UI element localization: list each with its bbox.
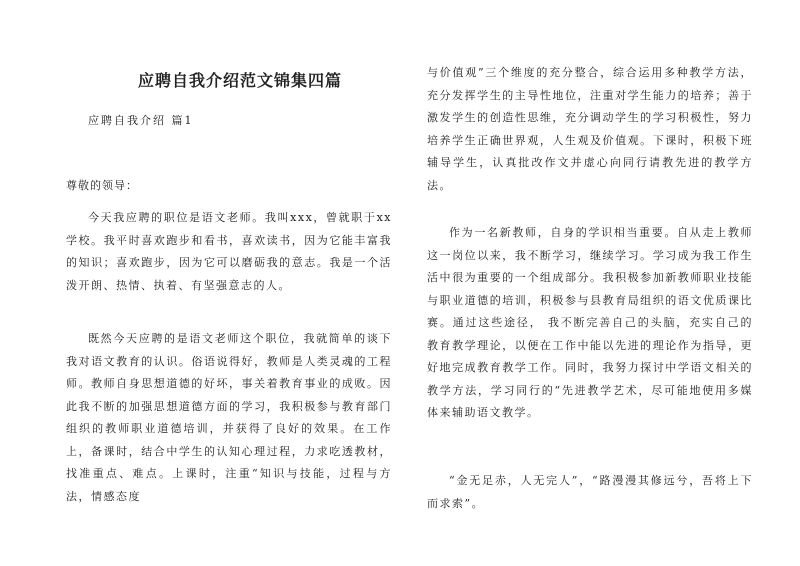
document-title: 应聘自我介绍范文锦集四篇: [137, 71, 342, 90]
paragraph: 作为一名新教师，自身的学识相当重要。自从走上教师这一岗位以来，我不断学习，继续学习。学习成为我工作生活中很为重要的一个组成部分。我积极参加新教师职业技能与职业道德的培训，积极参与县教育局组织的语文优质课比赛。通过这些途径， 我不断完善自己的头脑，充实自己的教育教学理论，以便在工作中能以先进的理论作为指导，更好地完成教育教学工作。同时，我努力探讨中学语文相关的教学方法，学习同行的“先进教学艺术，尽可能地使用多媒体来辅助语文教学。: [427, 226, 753, 419]
section-subtitle: 应聘自我介绍 篇1: [88, 114, 194, 127]
paragraph: 既然今天应聘的是语文老师这个职位，我就简单的谈下我对语文教育的认识。俗语说得好，教师是人类灵魂的工程师。教师自身思想道德的好坏，事关着教育事业的成败。因此我不断的加强思想道德方面的学习，我积极参与教育部门组织的教师职业道德培训，并获得了良好的效果。在工作上，备课时，结合中学生的认知心理过程，力求吃透教材，找准重点、难点。上课时，注重“知识与技能，过程与方法，情感态度: [66, 332, 392, 503]
paragraph: “金无足赤，人无完人”，“路漫漫其修远兮，吾将上下而求索”。: [427, 474, 753, 510]
greeting: 尊敬的领导：: [66, 179, 138, 192]
paragraph: 今天我应聘的职位是语文老师。我叫xxx，曾就职于xx学校。我平时喜欢跑步和看书，喜欢读书，因为它能丰富我的知识；喜欢跑步，因为它可以磨砺我的意志。我是一个活泼开朗、热情、执着、有坚强意志的人。: [66, 211, 392, 292]
paragraph: 与价值观”三个维度的充分整合，综合运用多种教学方法，充分发挥学生的主导性地位，注重对学生能力的培养；善于激发学生的创造性思维，充分调动学生的学习积极性，努力培养学生正确世界观，人生观及价值观。下课时，积极下班辅导学生，认真批改作文并虚心向同行请教先进的教学方法。: [427, 66, 753, 192]
